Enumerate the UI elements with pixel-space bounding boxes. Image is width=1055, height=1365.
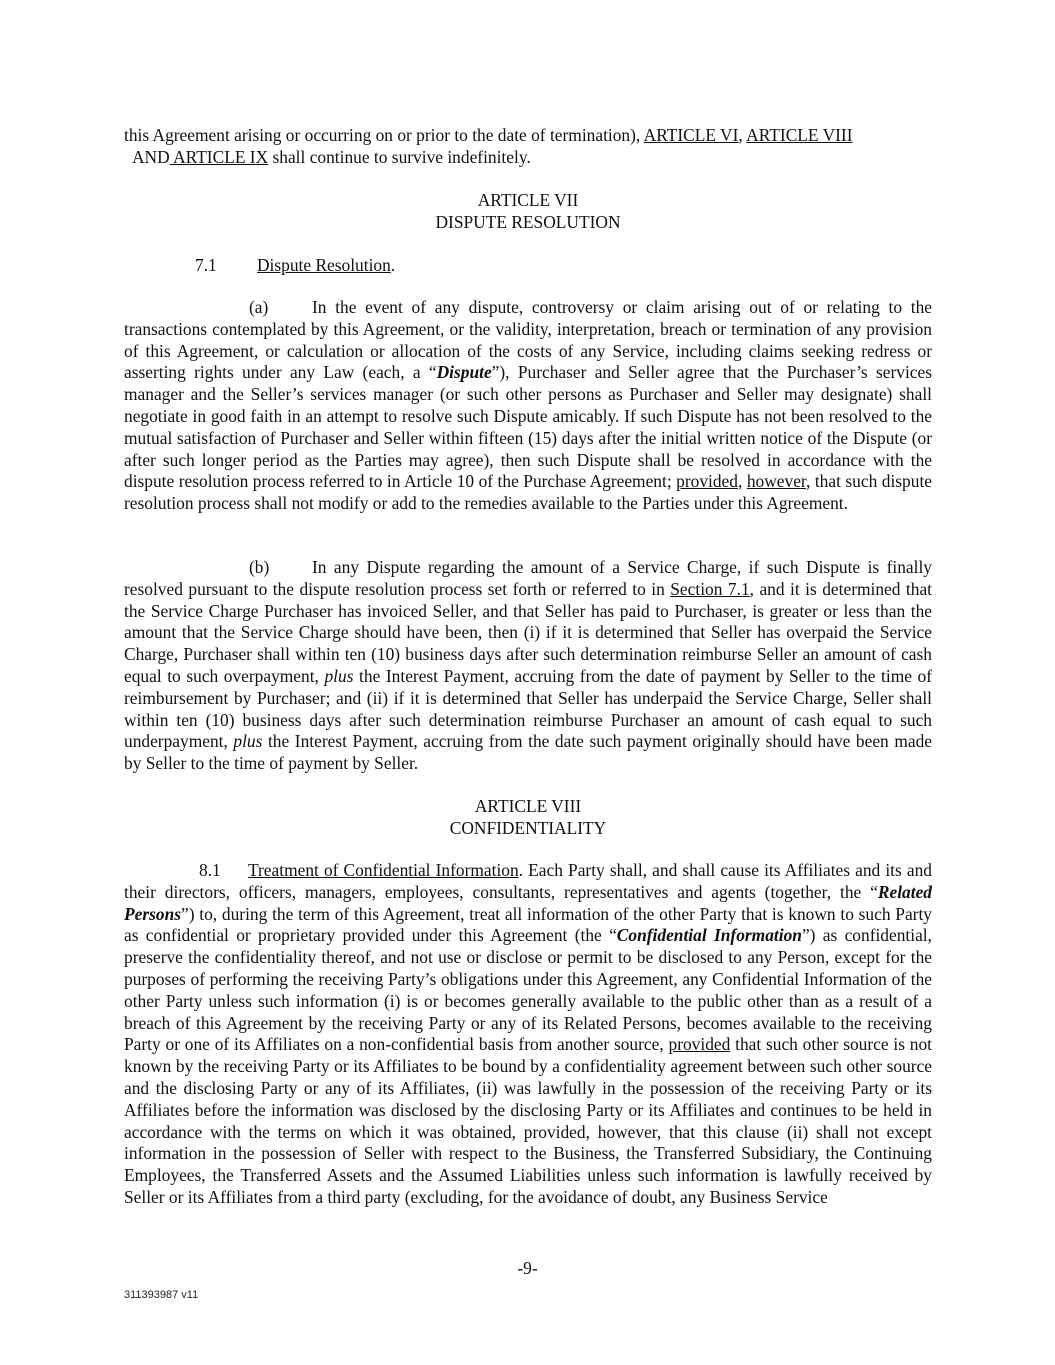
article-ix-reference: ARTICLE IX [169, 146, 269, 167]
text: that such other source is not known by the receiving Party or its Affiliates to be bound by a confidentiality agreement between such other source and the disclosing Party or any of its Affiliates, (ii) was lawfully in the possession of the receiving Party or its Affiliates before the information was disclosed by the disclosing Party or its Affiliates and continues to be held in accordance with the terms on which it was obtained, provided, however, that this clause (ii) shall not except information in the possession of Seller with respect to the Business, the Transferred Subsidiary, the Continuing Employees, the Transferred Assets and the Assumed Liabilities unless such information is lawfully received by Seller or its Affiliates from a third party (excluding, for the avoidance of doubt, any Business Service [124, 1034, 933, 1207]
text: , and it is determined that the Service Charge Purchaser has invoiced Seller, and that Seller has paid to Purchaser, is greater or less than the amount that the Service Charge should have been, then (i) if it is determined that Seller has overpaid the Service Charge, Purchaser shall within ten (10) business days after such determination reimburse Seller an amount of cash equal to such overpayment, [124, 578, 932, 686]
text: In any Dispute regarding the amount of a Service Charge, if such Dispute is finally resolved pursuant to the dispute resolution process set forth or referred to in [124, 557, 932, 599]
paragraph-label: (a) [249, 297, 269, 317]
paragraph-7-1-a [124, 297, 932, 515]
section-number: 8.1 [199, 860, 221, 880]
section-7-1-reference: Section 7.1 [670, 578, 750, 599]
article-viii-heading: ARTICLE VIII [474, 796, 582, 816]
article-vii-title: DISPUTE RESOLUTION [435, 212, 621, 232]
text: however [746, 471, 807, 492]
article-vi-reference: ARTICLE VI [643, 125, 739, 145]
paragraph-label: (b) [249, 557, 270, 577]
text: In the event of any dispute, controversy or claim arising out of or relating to the transactions contemplated by this Agreement, or the validity, interpretation, breach or termination of any provision of this Agreement, or calculation or allocation of the costs of any Service, including claims seeking redress or asserting rights under any Law (each, a “ [124, 297, 932, 383]
continuation-paragraph [124, 125, 932, 169]
text: this Agreement arising or occurring on or prior to the date of termination), [124, 125, 644, 145]
section-7-1-heading [195, 255, 795, 277]
text: , that such dispute resolution process shall not modify or add to the remedies available to the Parties under this Agreement. [124, 471, 932, 514]
text: plus [324, 665, 354, 686]
text: provided [668, 1034, 731, 1055]
text: shall continue to survive indefinitely. [268, 146, 531, 167]
text: the Interest Payment, accruing from the date such payment originally should have been made by Seller to the time of payment by Seller. [124, 731, 932, 774]
text: provided [676, 471, 738, 492]
section-title: Treatment of Confidential Information [248, 860, 519, 880]
defined-term: Confidential Information [616, 925, 802, 946]
section-title: Dispute Resolution [257, 255, 391, 275]
defined-term: Dispute [436, 362, 492, 383]
text: , [737, 471, 747, 492]
text: AND [132, 146, 170, 167]
text: the Interest Payment, accruing from the date of payment by Seller to the time of reimbursement by Purchaser; and (ii) if it is determined that Seller has underpaid the Service Charge, Seller shall within ten (10) business days after such determination reimburse Purchaser an amount of cash equal to such underpayment, [124, 665, 933, 752]
article-viii-title: CONFIDENTIALITY [449, 818, 607, 838]
text: , [738, 125, 747, 145]
text: plus [233, 731, 263, 752]
text: ”), Purchaser and Seller agree that the Purchaser’s services manager and the Seller’s services manager (or such other persons as Purchaser and Seller may designate) shall negotiate in good faith in an attempt to resolve such Dispute amicably. If such Dispute has not been resolved to the mutual satisfaction of Purchaser and Seller within fifteen (15) days after the initial written notice of the Dispute (or after such longer period as the Parties may agree), then such Dispute shall be resolved in accordance with the dispute resolution process referred to in Article 10 of the Purchase Agreement; [124, 362, 932, 492]
section-number: 7.1 [195, 255, 217, 275]
article-vii-heading: ARTICLE VII [477, 190, 579, 210]
text: ”) to, during the term of this Agreement, treat all information of the other Party that is known to such Party as confidential or proprietary provided under this Agreement (the “ [124, 903, 932, 946]
document-id: 311393987 v11 [124, 1289, 199, 1301]
text: . [390, 255, 396, 275]
section-8-1-paragraph [124, 860, 932, 1209]
paragraph-7-1-b [124, 557, 932, 775]
text: ”) as confidential, preserve the confidentiality thereof, and not use or disclose or permit to be disclosed to any Person, except for the purposes of performing the receiving Party’s obligations under this Agreement, any Confidential Information of the other Party unless such information (i) is or becomes generally available to the public other than as a result of a breach of this Agreement by the receiving Party or any of its Related Persons, becomes available to the receiving Party or one of its Affiliates on a non-confidential basis from another source, [124, 925, 932, 1055]
text: . Each Party shall, and shall cause its Affiliates and its and their directors, officers, managers, employees, consultants, representatives and agents (together, the “ [124, 860, 933, 902]
defined-term: Related Persons [124, 881, 932, 924]
page-number: -9- [517, 1258, 538, 1278]
article-viii-reference: ARTICLE VIII [746, 125, 853, 145]
